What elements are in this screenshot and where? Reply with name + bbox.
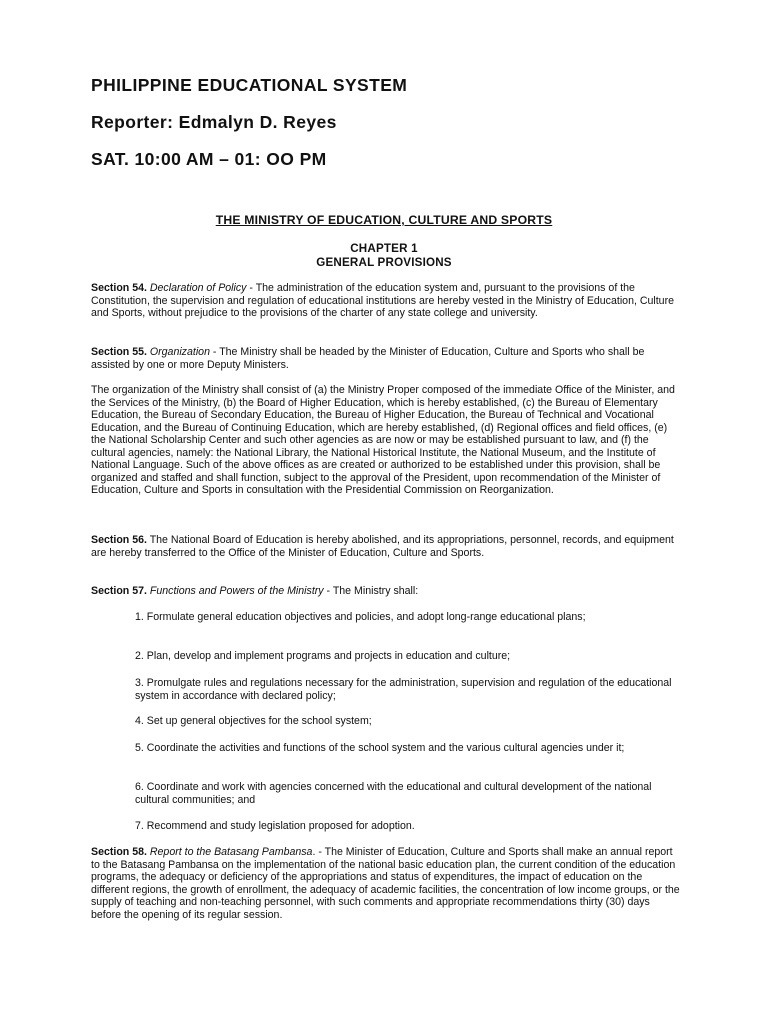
section-57-text: - The Ministry shall:: [323, 585, 419, 597]
list-item: 7. Recommend and study legislation proposed for adoption.: [135, 820, 415, 832]
section-55: [91, 346, 681, 371]
section-55-heading: Organization: [149, 346, 210, 358]
section-58-heading: Report to the Batasang Pambansa: [149, 846, 313, 858]
list-item: 4. Set up general objectives for the school system;: [135, 715, 372, 727]
list-item: 6. Coordinate and work with agencies concerned with the educational and cultural development of the national cultural communities; and: [135, 781, 652, 806]
list-item: 1. Formulate general education objectives and policies, and adopt long-range educational plans;: [135, 611, 586, 623]
section-57-label: Section 57.: [91, 585, 147, 597]
section-54-label: Section 54.: [91, 282, 147, 294]
section-56: [91, 534, 681, 559]
ministry-title: THE MINISTRY OF EDUCATION, CULTURE AND SPORTS: [215, 213, 553, 227]
list-item: 5. Coordinate the activities and functions of the school system and the various cultural agencies under it;: [135, 742, 625, 754]
chapter-title: GENERAL PROVISIONS: [316, 256, 452, 269]
list-item: 2. Plan, develop and implement programs and projects in education and culture;: [135, 650, 511, 662]
section-57-heading: Functions and Powers of the Ministry: [149, 585, 324, 597]
section-55-text: - The Ministry shall be headed by the Minister of Education, Culture and Sports who shall be assisted by one or more Deputy Ministers.: [91, 346, 645, 371]
section-58-text: . - The Minister of Education, Culture and Sports shall make an annual report to the Batasang Pambansa on the implementation of the national basic education plan, the current condition of the education programs, the adequacy or deficiency of the appropriations and status of expenditures, the impact of education on the different regions, the growth of enrollment, the adequacy of academic facilities, the concentration of low income groups, or the supply of teaching and non-teaching personnel, with such comments and appropriate recommendations thirty (30) days before the opening of its regular session.: [91, 846, 680, 921]
section-54-heading: Declaration of Policy: [149, 282, 247, 294]
reporter-line: Reporter: Edmalyn D. Reyes: [91, 112, 337, 132]
section-56-label: Section 56.: [91, 534, 147, 546]
section-58-label: Section 58.: [91, 846, 147, 858]
section-54: [91, 282, 681, 320]
document-title: PHILIPPINE EDUCATIONAL SYSTEM: [91, 75, 408, 95]
schedule-line: SAT. 10:00 AM – 01: OO PM: [91, 149, 327, 169]
section-58: [91, 846, 681, 921]
list-item: 3. Promulgate rules and regulations necessary for the administration, supervision and regulation of the educational system in accordance with declared policy;: [135, 677, 672, 702]
section-57: [91, 585, 681, 598]
section-54-text: - The administration of the education system and, pursuant to the provisions of the Constitution, the supervision and regulation of educational institutions are hereby vested in the Ministry of Education, Culture and Sports, without prejudice to the provisions of the charter of any state college and university.: [91, 282, 674, 319]
chapter-number: CHAPTER 1: [350, 242, 418, 255]
section-55-label: Section 55.: [91, 346, 147, 358]
section-56-text: The National Board of Education is hereby abolished, and its appropriations, personnel, records, and equipment are hereby transferred to the Office of the Minister of Education, Culture and Sports.: [91, 534, 674, 559]
organization-paragraph: The organization of the Ministry shall consist of (a) the Ministry Proper composed of the immediate Office of the Minister, and the Services of the Ministry, (b) the Board of Higher Education, which is hereby established, (c) the Bureau of Elementary Education, the Bureau of Secondary Education, the Bureau of Higher Education, the Bureau of Technical and Vocational Education, and the Bureau of Continuing Education, which are hereby established, (d) Regional offices and field offices, (e) the National Scholarship Center and such other agencies as are now or may be established pursuant to law, and (f) the cultural agencies, namely: the National Library, the National Historical Institute, the National Museum, and the Institute of National Language. Such of the above offices as are created or authorized to be established under this provision, shall be organized and staffed and shall function, subject to the approval of the President, upon recommendation of the Minister of Education, Culture and Sports in consultation with the Presidential Commission on Reorganization.: [91, 384, 675, 496]
